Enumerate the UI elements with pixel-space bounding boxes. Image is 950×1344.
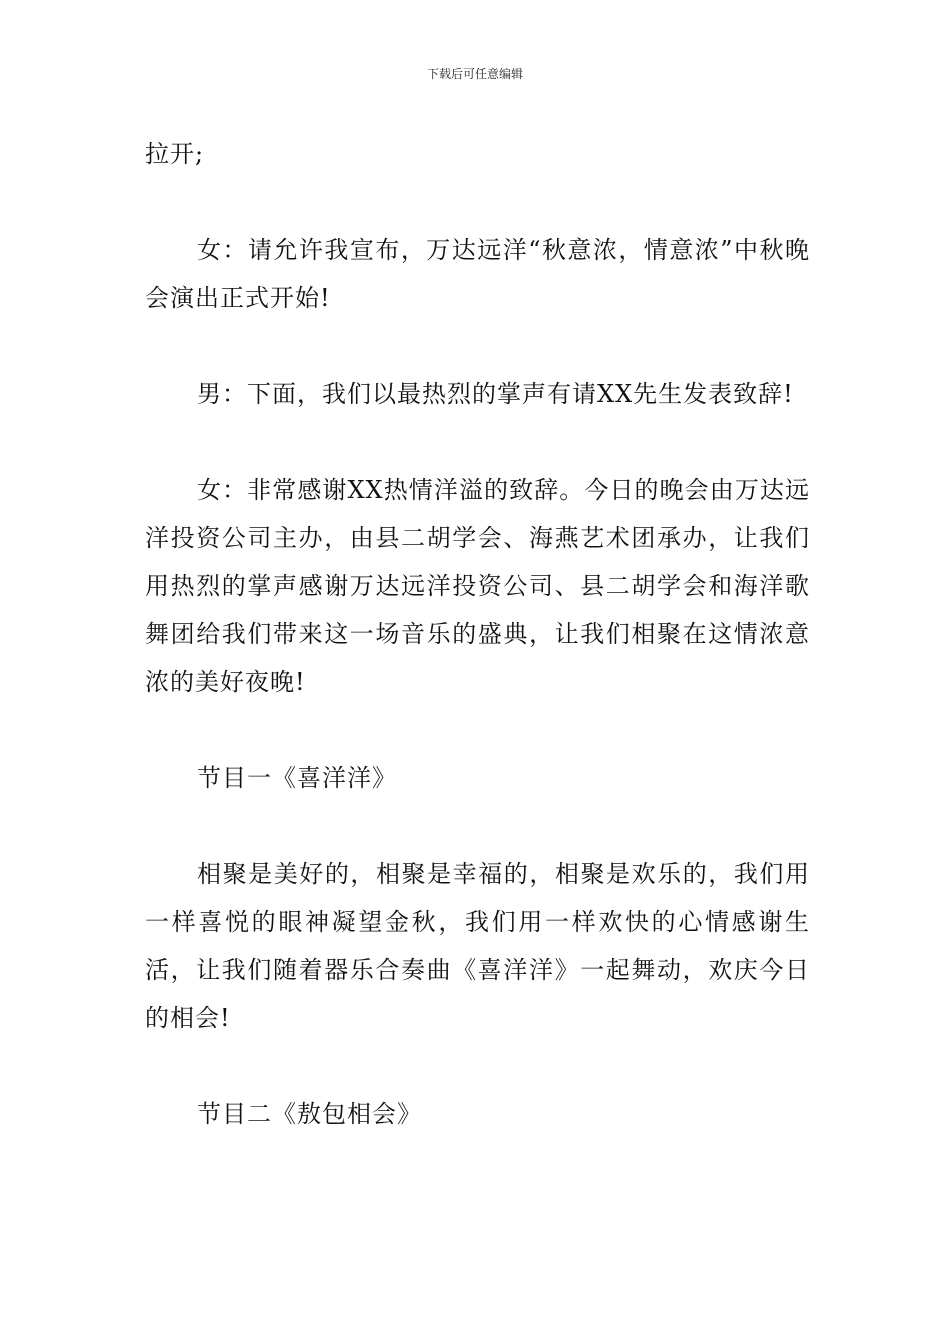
paragraph-spacer [145, 418, 810, 466]
paragraph-spacer [145, 706, 810, 754]
paragraph-opening-line: 拉开; [145, 140, 205, 168]
document-body [145, 130, 810, 1138]
paragraph-female-announcement: 女：请允许我宣布，万达远洋“秋意浓，情意浓”中秋晚会演出正式开始! [145, 236, 810, 312]
paragraph-spacer [145, 1042, 810, 1090]
paragraph-female-thanks: 女：非常感谢XX热情洋溢的致辞。今日的晚会由万达远洋投资公司主办，由县二胡学会、海燕艺术团承办，让我们用热烈的掌声感谢万达远洋投资公司、县二胡学会和海洋歌舞团给我们带来这一场音乐的盛典，让我们相聚在这情浓意浓的美好夜晚! [145, 476, 810, 696]
paragraph-program-one-intro: 相聚是美好的，相聚是幸福的，相聚是欢乐的，我们用一样喜悦的眼神凝望金秋，我们用一样欢快的心情感谢生活，让我们随着器乐合奏曲《喜洋洋》一起舞动，欢庆今日的相会! [145, 860, 810, 1032]
paragraph-male-invitation: 男：下面，我们以最热烈的掌声有请XX先生发表致辞! [197, 380, 794, 408]
paragraph-spacer [145, 802, 810, 850]
program-one-title: 节目一《喜洋洋》 [197, 764, 397, 792]
program-two-title: 节目二《敖包相会》 [197, 1100, 422, 1128]
paragraph-spacer [145, 178, 810, 226]
page-header-note: 下载后可任意编辑 [426, 67, 523, 81]
paragraph-spacer [145, 322, 810, 370]
